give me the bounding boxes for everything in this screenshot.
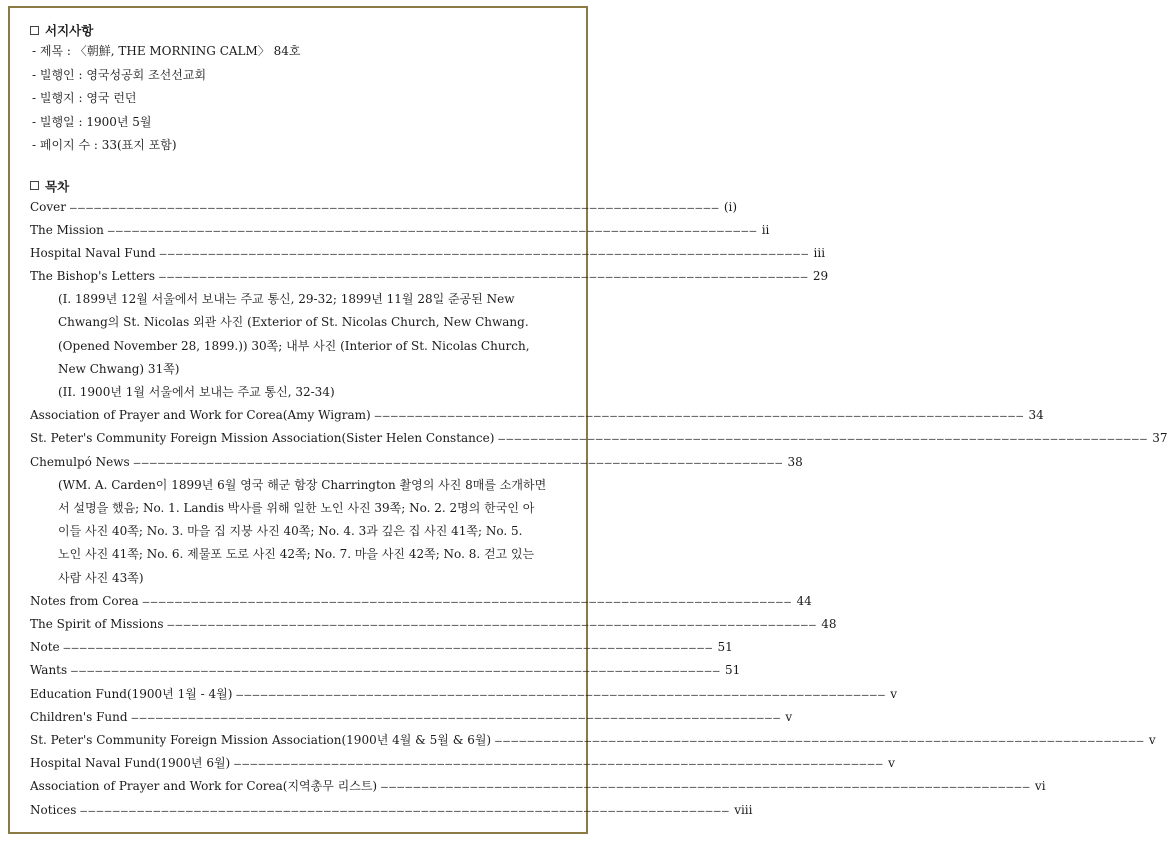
toc-title: Hospital Naval Fund [30,245,156,260]
toc-row[interactable] [30,219,770,242]
toc-page-number: v [888,756,895,771]
toc-note-line: New Chwang) 31쪽) [58,361,180,376]
toc-row[interactable] [30,196,738,219]
toc-row[interactable] [30,775,1046,798]
toc-title: Cover [30,199,67,214]
toc-row[interactable] [30,729,1156,752]
toc-row[interactable] [30,683,897,706]
toc-title: Children's Fund [30,709,128,724]
toc-page-number: 29 [812,269,829,284]
bibliography-heading-label: 서지사항 [45,23,94,38]
toc-title: Notices [30,802,77,817]
toc-page-number: viii [734,802,753,817]
bibliography-list [30,40,586,158]
toc-note-line: 사람 사진 43쪽) [58,570,144,585]
toc-row[interactable] [30,265,829,288]
dot-leader: ———————————————————————————————————————————————————————————————————————————————— [71,664,721,678]
toc-page-number: 38 [787,454,803,469]
toc-note-line: (I. 1899년 12월 서울에서 보내는 주교 통신, 29-32; 1899년 11월 28일 준공된 New [58,292,515,307]
spacer [30,158,586,176]
dot-leader: ———————————————————————————————————————————————————————————————————————————————— [133,455,784,469]
toc-note-line: (WM. A. Carden이 1899년 6월 영국 해군 함장 Charrington 촬영의 사진 8매를 소개하면 [58,477,547,492]
dot-leader: ———————————————————————————————————————————————————————————————————————————————— [381,780,1031,794]
toc-heading-label: 목차 [45,178,70,194]
toc-note-line: (Opened November 28, 1899.)) 30쪽; 내부 사진 (Interior of St. Nicolas Church, [58,338,530,353]
toc-row[interactable] [30,427,1168,450]
dot-leader: ———————————————————————————————————————————————————————————————————————————————— [236,687,887,701]
toc-row[interactable] [30,659,741,682]
toc-note-line: Chwang의 St. Nicolas 외관 사진 (Exterior of St. Nicolas Church, New Chwang. [58,315,529,330]
toc-row[interactable] [30,590,812,613]
toc-list [30,196,1168,822]
bibliography-heading [30,20,586,40]
toc-title: Notes from Corea [30,593,139,608]
dot-leader: ———————————————————————————————————————————————————————————————————————————————— [70,200,720,214]
toc-note-line: 서 설명을 했음; No. 1. Landis 박사를 위해 일한 노인 사진 39쪽; No. 2. 2명의 한국인 아 [58,501,535,516]
toc-row[interactable] [30,636,733,659]
toc-page-number: 51 [724,663,741,678]
dot-leader: ———————————————————————————————————————————————————————————————————————————————— [498,432,1149,446]
toc-title: The Bishop's Letters [30,269,156,284]
dot-leader: ———————————————————————————————————————————————————————————————————————————————— [167,618,818,632]
dot-leader: ———————————————————————————————————————————————————————————————————————————————— [142,594,793,608]
bibliography-line: - 페이지 수 : 33(표지 포함) [32,138,177,152]
toc-note-line: (II. 1900년 1월 서울에서 보내는 주교 통신, 32-34) [58,385,335,400]
toc-title: Wants [30,663,68,678]
toc-page-number: 37 [1152,431,1168,446]
toc-page-number: 48 [821,617,837,632]
dot-leader: ———————————————————————————————————————————————————————————————————————————————— [234,757,885,771]
toc-page-number: ii [761,222,770,237]
toc-title: Chemulpó News [30,454,130,469]
document-content [30,20,1168,822]
toc-title: Education Fund(1900년 1월 - 4월) [30,686,233,701]
toc-row[interactable] [30,706,793,729]
dot-leader: ———————————————————————————————————————————————————————————————————————————————— [63,641,714,655]
toc-row[interactable] [30,451,803,474]
toc-row[interactable] [30,404,1044,427]
toc-page-number: 44 [796,593,812,608]
toc-page-number: iii [813,245,826,260]
toc-page-number: (i) [723,199,738,214]
toc-row[interactable] [30,613,837,636]
toc-title: The Mission [30,222,104,237]
toc-page-number: 34 [1028,408,1044,423]
toc-title: Hospital Naval Fund(1900년 6월) [30,756,231,771]
toc-title: St. Peter's Community Foreign Mission Association(Sister Helen Constance) [30,431,495,446]
toc-title: Association of Prayer and Work for Corea(Amy Wigram) [30,408,371,423]
dot-leader: ———————————————————————————————————————————————————————————————————————————————— [131,710,782,724]
dot-leader: ———————————————————————————————————————————————————————————————————————————————— [159,246,810,260]
toc-page-number: v [1148,732,1156,747]
toc-page-number: v [890,686,897,701]
toc-title: St. Peter's Community Foreign Mission Association(1900년 4월 & 5월 & 6월) [30,732,492,747]
toc-note-line: 이들 사진 40쪽; No. 3. 마을 집 지붕 사진 40쪽; No. 4. 3과 깊은 집 사진 41쪽; No. 5. [58,524,523,539]
dot-leader: ———————————————————————————————————————————————————————————————————————————————— [107,223,758,237]
toc-page-number: v [785,709,793,724]
bibliography-line: - 빌행지 : 영국 런던 [32,91,137,105]
toc-row[interactable] [30,752,895,775]
dot-leader: ———————————————————————————————————————————————————————————————————————————————— [159,270,809,284]
bibliography-line: - 제목 : 〈朝鮮, THE MORNING CALM〉 84호 [32,44,301,58]
dot-leader: ———————————————————————————————————————————————————————————————————————————————— [495,733,1145,747]
toc-note-line: 노인 사진 41쪽; No. 6. 제물포 도로 사진 42쪽; No. 7. 마을 사진 42쪽; No. 8. 걷고 있는 [58,547,535,562]
toc-row[interactable] [30,242,826,265]
dot-leader: ———————————————————————————————————————————————————————————————————————————————— [80,803,731,817]
toc-page-number: vi [1034,779,1046,794]
checkbox-square-icon [30,181,39,190]
toc-heading [30,176,586,196]
checkbox-square-icon [30,26,39,35]
document-frame [8,6,1168,834]
toc-page-number: 51 [717,640,733,655]
toc-title: The Spirit of Missions [30,617,164,632]
toc-title: Association of Prayer and Work for Corea(지역총무 리스트) [30,779,378,794]
bibliography-line: - 빌행인 : 영국성공회 조선선교회 [32,67,207,82]
bibliography-line: - 빌행일 : 1900년 5월 [32,114,152,129]
dot-leader: ———————————————————————————————————————————————————————————————————————————————— [374,409,1025,423]
toc-title: Note [30,640,60,655]
toc-row[interactable] [30,799,753,822]
